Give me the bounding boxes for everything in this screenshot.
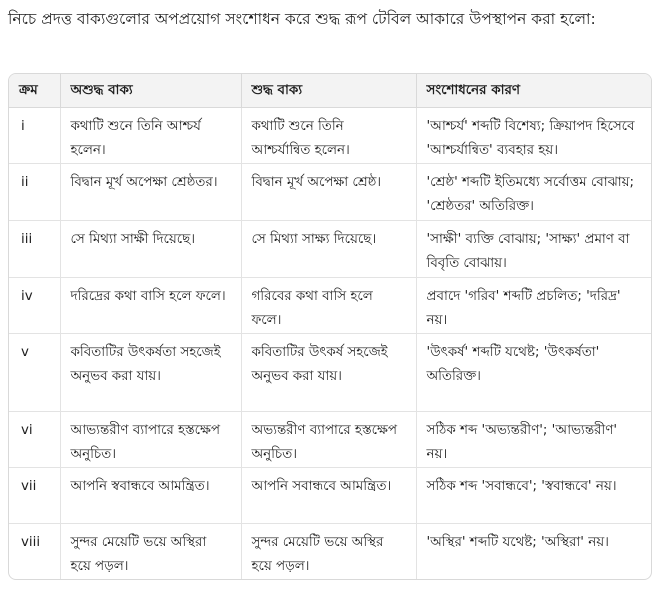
header-reason: সংশোধনের কারণ [416,74,651,108]
header-correct-sentence: শুদ্ধ বাক্য [241,74,416,108]
row-serial: vi [9,412,60,468]
row-reason: 'উৎকর্ষ' শব্দটি যথেষ্ট; 'উৎকর্ষতা' অতিরিক্ত। [416,334,651,412]
row-reason: 'অস্থির' শব্দটি যথেষ্ট; 'অস্থিরা' নয়। [426,535,609,550]
table-row [9,412,651,468]
row-incorrect-sentence: কথাটি শুনে তিনি আশ্চর্য হলেন। [60,108,241,164]
row-serial: iii [9,221,60,278]
row-reason: 'শ্রেষ্ঠ' শব্দটি ইতিমধ্যে সর্বোত্তম বোঝায়; 'শ্রেষ্ঠতর' অতিরিক্ত। [416,164,651,221]
row-reason: সঠিক শব্দ 'অভ্যন্তরীণ'; 'আভ্যন্তরীণ' নয়। [416,412,651,468]
table-body [9,108,651,580]
row-reason: 'সাক্ষী' ব্যক্তি বোঝায়; 'সাক্ষ্য' প্রমাণ বা বিবৃতি বোঝায়। [416,221,651,278]
row-incorrect-sentence: বিদ্বান মূর্খ অপেক্ষা শ্রেষ্ঠতর। [60,164,241,221]
table-row [9,221,651,278]
row-serial: viii [9,524,60,580]
intro-text: নিচে প্রদত্ত বাক্যগুলোর অপপ্রয়োগ সংশোধন করে শুদ্ধ রূপ টেবিল আকারে উপস্থাপন করা হলো: [8,10,596,28]
row-reason: সঠিক শব্দ 'সবান্ধবে'; 'স্ববান্ধবে' নয়। [416,468,651,524]
row-serial: iv [9,278,60,334]
row-correct-sentence: আপনি সবান্ধবে আমন্ত্রিত। [241,468,416,524]
row-incorrect-sentence: আভ্যন্তরীণ ব্যাপারে হস্তক্ষেপ অনুচিত। [60,412,241,468]
header-row [9,74,651,108]
table-row [9,164,651,221]
row-incorrect-sentence: আপনি স্ববান্ধবে আমন্ত্রিত। [60,468,241,524]
row-incorrect-sentence: সুন্দর মেয়েটি ভয়ে অস্থিরা হয়ে পড়ল। [60,524,241,580]
table-header [9,74,651,108]
row-correct-sentence: কবিতাটির উৎকর্ষ সহজেই অনুভব করা যায়। [241,334,416,412]
row-serial: i [9,108,60,164]
row-incorrect-sentence: সে মিথ্যা সাক্ষী দিয়েছে। [60,221,241,278]
row-serial: ii [9,164,60,221]
row-correct-sentence: অভ্যন্তরীণ ব্যাপারে হস্তক্ষেপ অনুচিত। [241,412,416,468]
row-incorrect-sentence: দরিদ্রের কথা বাসি হলে ফলে। [60,278,241,334]
table-row [9,468,651,524]
table-row [9,278,651,334]
row-correct-sentence: কথাটি শুনে তিনি আশ্চর্যান্বিত হলেন। [241,108,416,164]
row-serial: vii [9,468,60,524]
correction-table [9,74,651,579]
row-correct-sentence: বিদ্বান মূর্খ অপেক্ষা শ্রেষ্ঠ। [241,164,416,221]
table-row [9,334,651,412]
row-incorrect-sentence: কবিতাটির উৎকর্ষতা সহজেই অনুভব করা যায়। [60,334,241,412]
header-serial: ক্রম [9,74,60,108]
row-correct-sentence: সে মিথ্যা সাক্ষ্য দিয়েছে। [241,221,416,278]
row-correct-sentence: সুন্দর মেয়েটি ভয়ে অস্থির হয়ে পড়ল। [241,524,416,580]
row-reason: প্রবাদে 'গরিব' শব্দটি প্রচলিত; 'দরিদ্র' নয়। [416,278,651,334]
row-reason: 'আশ্চর্য' শব্দটি বিশেষ্য; ক্রিয়াপদ হিসেবে 'আশ্চর্যান্বিত' ব্যবহার হয়। [416,108,651,164]
row-correct-sentence: গরিবের কথা বাসি হলে ফলে। [241,278,416,334]
correction-table-container [8,73,652,580]
row-serial: v [9,334,60,412]
table-row [9,524,651,580]
header-incorrect-sentence: অশুদ্ধ বাক্য [60,74,241,108]
table-row [9,108,651,164]
